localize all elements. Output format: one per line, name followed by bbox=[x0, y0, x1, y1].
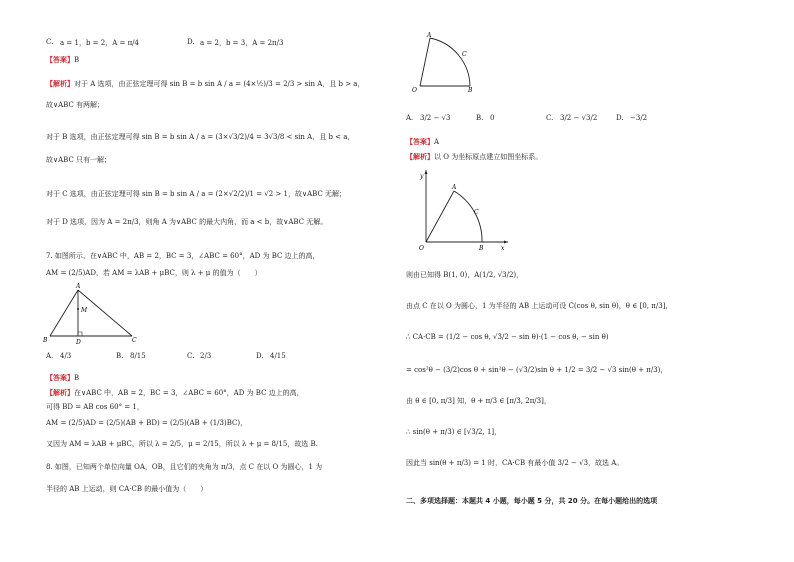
q7-option-d-label: D. bbox=[256, 352, 264, 360]
analysis-3-line-2: 则由已知得 B(1, 0)，A(1/2, √3/2)， bbox=[406, 271, 524, 279]
q8-option-a-text: 3/2 − √3 bbox=[420, 114, 451, 122]
analysis-2-line-2: 可得 BD = AB cos 60° = 1， bbox=[46, 403, 144, 411]
question-8-line-2: 半径的 AB 上运动，则 CA·CB 的最小值为（ ） bbox=[46, 485, 208, 493]
label-B: B bbox=[43, 337, 48, 344]
label-M: M bbox=[81, 307, 88, 314]
section-two-heading: 二、多项选择题：本题共 4 小题，每小题 5 分，共 20 分。在每小题给出的选项 bbox=[406, 497, 658, 505]
sector-figure bbox=[408, 30, 488, 96]
analysis-1-line-5: 对于 C 选项，由正弦定理可得 sin B = b sin A / a = (2×√2/2)/1 = √2 > 1，故∨ABC 无解； bbox=[46, 190, 347, 198]
question-7-line-2: AM = (2/5)AD，若 AM = λAB + μBC，则 λ + μ 的值为（ ） bbox=[46, 269, 262, 277]
q8-option-c-label: C. bbox=[546, 114, 554, 122]
label-C: C bbox=[474, 209, 479, 216]
analysis-text: 以 O 为坐标原点建立如图坐标系。 bbox=[434, 153, 543, 161]
label-O: O bbox=[419, 245, 424, 252]
analysis-2-line-3: AM = (2/5)AD = (2/5)(AB + BD) = (2/5)(AB + (1/3)BC)， bbox=[46, 419, 248, 427]
q8-option-d-label: D. bbox=[616, 114, 624, 122]
label-A: A bbox=[452, 184, 457, 191]
answer-1 bbox=[46, 56, 79, 65]
answer-label: 【答案】 bbox=[406, 137, 434, 146]
q8-option-c-text: 3/2 − √3/2 bbox=[560, 114, 598, 122]
analysis-3-line-3: 由点 C 在以 O 为圆心，1 为半径的 AB 上运动可设 C(cos θ, sin θ)，θ ∈ [0, π/3]， bbox=[406, 302, 673, 310]
option-c-text: a = 1，b = 2，A = π/4 bbox=[60, 39, 139, 47]
answer-value: B bbox=[74, 374, 80, 382]
answer-value: B bbox=[74, 56, 80, 64]
analysis-label: 【解析】 bbox=[46, 388, 74, 397]
analysis-1-line-2: 故∨ABC 有两解； bbox=[46, 101, 105, 109]
analysis-3-line-1 bbox=[406, 153, 542, 162]
analysis-3-line-8: 因此当 sin(θ + π/3) = 1 时，CA·CB 有最小值 3/2 − √3，故选 A。 bbox=[406, 459, 624, 467]
analysis-1-line-4: 故∨ABC 只有一解； bbox=[46, 156, 112, 164]
analysis-label: 【解析】 bbox=[406, 152, 434, 161]
q7-option-a-label: A. bbox=[46, 352, 54, 360]
q7-option-b-text: 8/15 bbox=[130, 352, 146, 360]
analysis-1-line-3: 对于 B 选项，由正弦定理可得 sin B = b sin A / a = (3×√3/2)/4 = 3√3/8 < sin A，且 b < a， bbox=[46, 133, 355, 141]
label-O: O bbox=[412, 87, 417, 94]
answer-label: 【答案】 bbox=[46, 55, 74, 64]
question-7-line-1: 7. 如图所示，在∨ABC 中，AB = 2，BC = 3，∠ABC = 60°，AD 为 BC 边上的高， bbox=[46, 252, 320, 260]
q7-option-c-text: 2/3 bbox=[200, 352, 212, 360]
q8-option-b-label: B. bbox=[476, 114, 484, 122]
analysis-2-line-1 bbox=[46, 389, 304, 398]
analysis-3-line-7: ∴ sin(θ + π/3) ∈ [√3/2, 1]， bbox=[406, 428, 502, 436]
answer-2 bbox=[46, 374, 79, 383]
analysis-3-line-5: = cos²θ − (3/2)cos θ + sin²θ − (√3/2)sin θ + 1/2 = 3/2 − √3 sin(θ + π/3)， bbox=[406, 366, 668, 374]
analysis-1-line-1 bbox=[46, 80, 364, 89]
analysis-2-line-4: 又因为 AM = λAB + μBC，所以 λ = 2/5，μ = 2/15，所以 λ + μ = 8/15，故选 B. bbox=[46, 440, 318, 448]
label-C: C bbox=[132, 337, 137, 344]
q7-option-d-text: 4/15 bbox=[270, 352, 286, 360]
analysis-1-line-6: 对于 D 选项，因为 A = 2π/3，则角 A 为∨ABC 的最大内角，而 a < b，故∨ABC 无解。 bbox=[46, 218, 328, 226]
option-d-label: D. bbox=[187, 38, 195, 46]
q7-option-c-label: C. bbox=[187, 352, 195, 360]
q8-option-d-text: −3/2 bbox=[630, 114, 648, 122]
analysis-label: 【解析】 bbox=[46, 79, 74, 88]
answer-3 bbox=[406, 138, 439, 147]
label-C: C bbox=[462, 51, 467, 58]
analysis-3-line-6: 由 θ ∈ [0, π/3] 知，θ + π/3 ∈ [π/3, 2π/3]， bbox=[406, 397, 551, 405]
option-d-text: a = 2，b = 3，A = 2π/3 bbox=[200, 39, 284, 47]
triangle-figure bbox=[40, 282, 150, 346]
q7-option-a-text: 4/3 bbox=[60, 352, 72, 360]
option-c-label: C. bbox=[46, 38, 54, 46]
answer-value: A bbox=[434, 138, 440, 146]
label-x: x bbox=[501, 245, 505, 252]
label-D: D bbox=[76, 339, 81, 346]
analysis-3-line-4: ∴ CA·CB = (1/2 − cos θ, √3/2 − sin θ)·(1 − cos θ, − sin θ) bbox=[406, 333, 609, 341]
q8-option-b-text: 0 bbox=[490, 114, 495, 122]
label-y: y bbox=[420, 173, 424, 180]
q8-option-a-label: A. bbox=[406, 114, 414, 122]
label-A: A bbox=[76, 283, 81, 290]
label-B: B bbox=[468, 87, 473, 94]
analysis-text: 对于 A 选项，由正弦定理可得 sin B = b sin A / a = (4×½)/3 = 2/3 > sin A，且 b > a， bbox=[74, 80, 365, 88]
label-A: A bbox=[427, 32, 432, 39]
label-B: B bbox=[479, 245, 484, 252]
answer-label: 【答案】 bbox=[46, 373, 74, 382]
question-8-line-1: 8. 如图，已知两个单位向量 OA，OB，且它们的夹角为 π/3，点 C 在以 O 为圆心，1 为 bbox=[46, 463, 323, 471]
coordinate-figure bbox=[412, 166, 512, 252]
analysis-text: 在∨ABC 中，AB = 2，BC = 3，∠ABC = 60°，AD 为 BC 边上的高， bbox=[74, 389, 304, 397]
q7-option-b-label: B. bbox=[116, 352, 124, 360]
